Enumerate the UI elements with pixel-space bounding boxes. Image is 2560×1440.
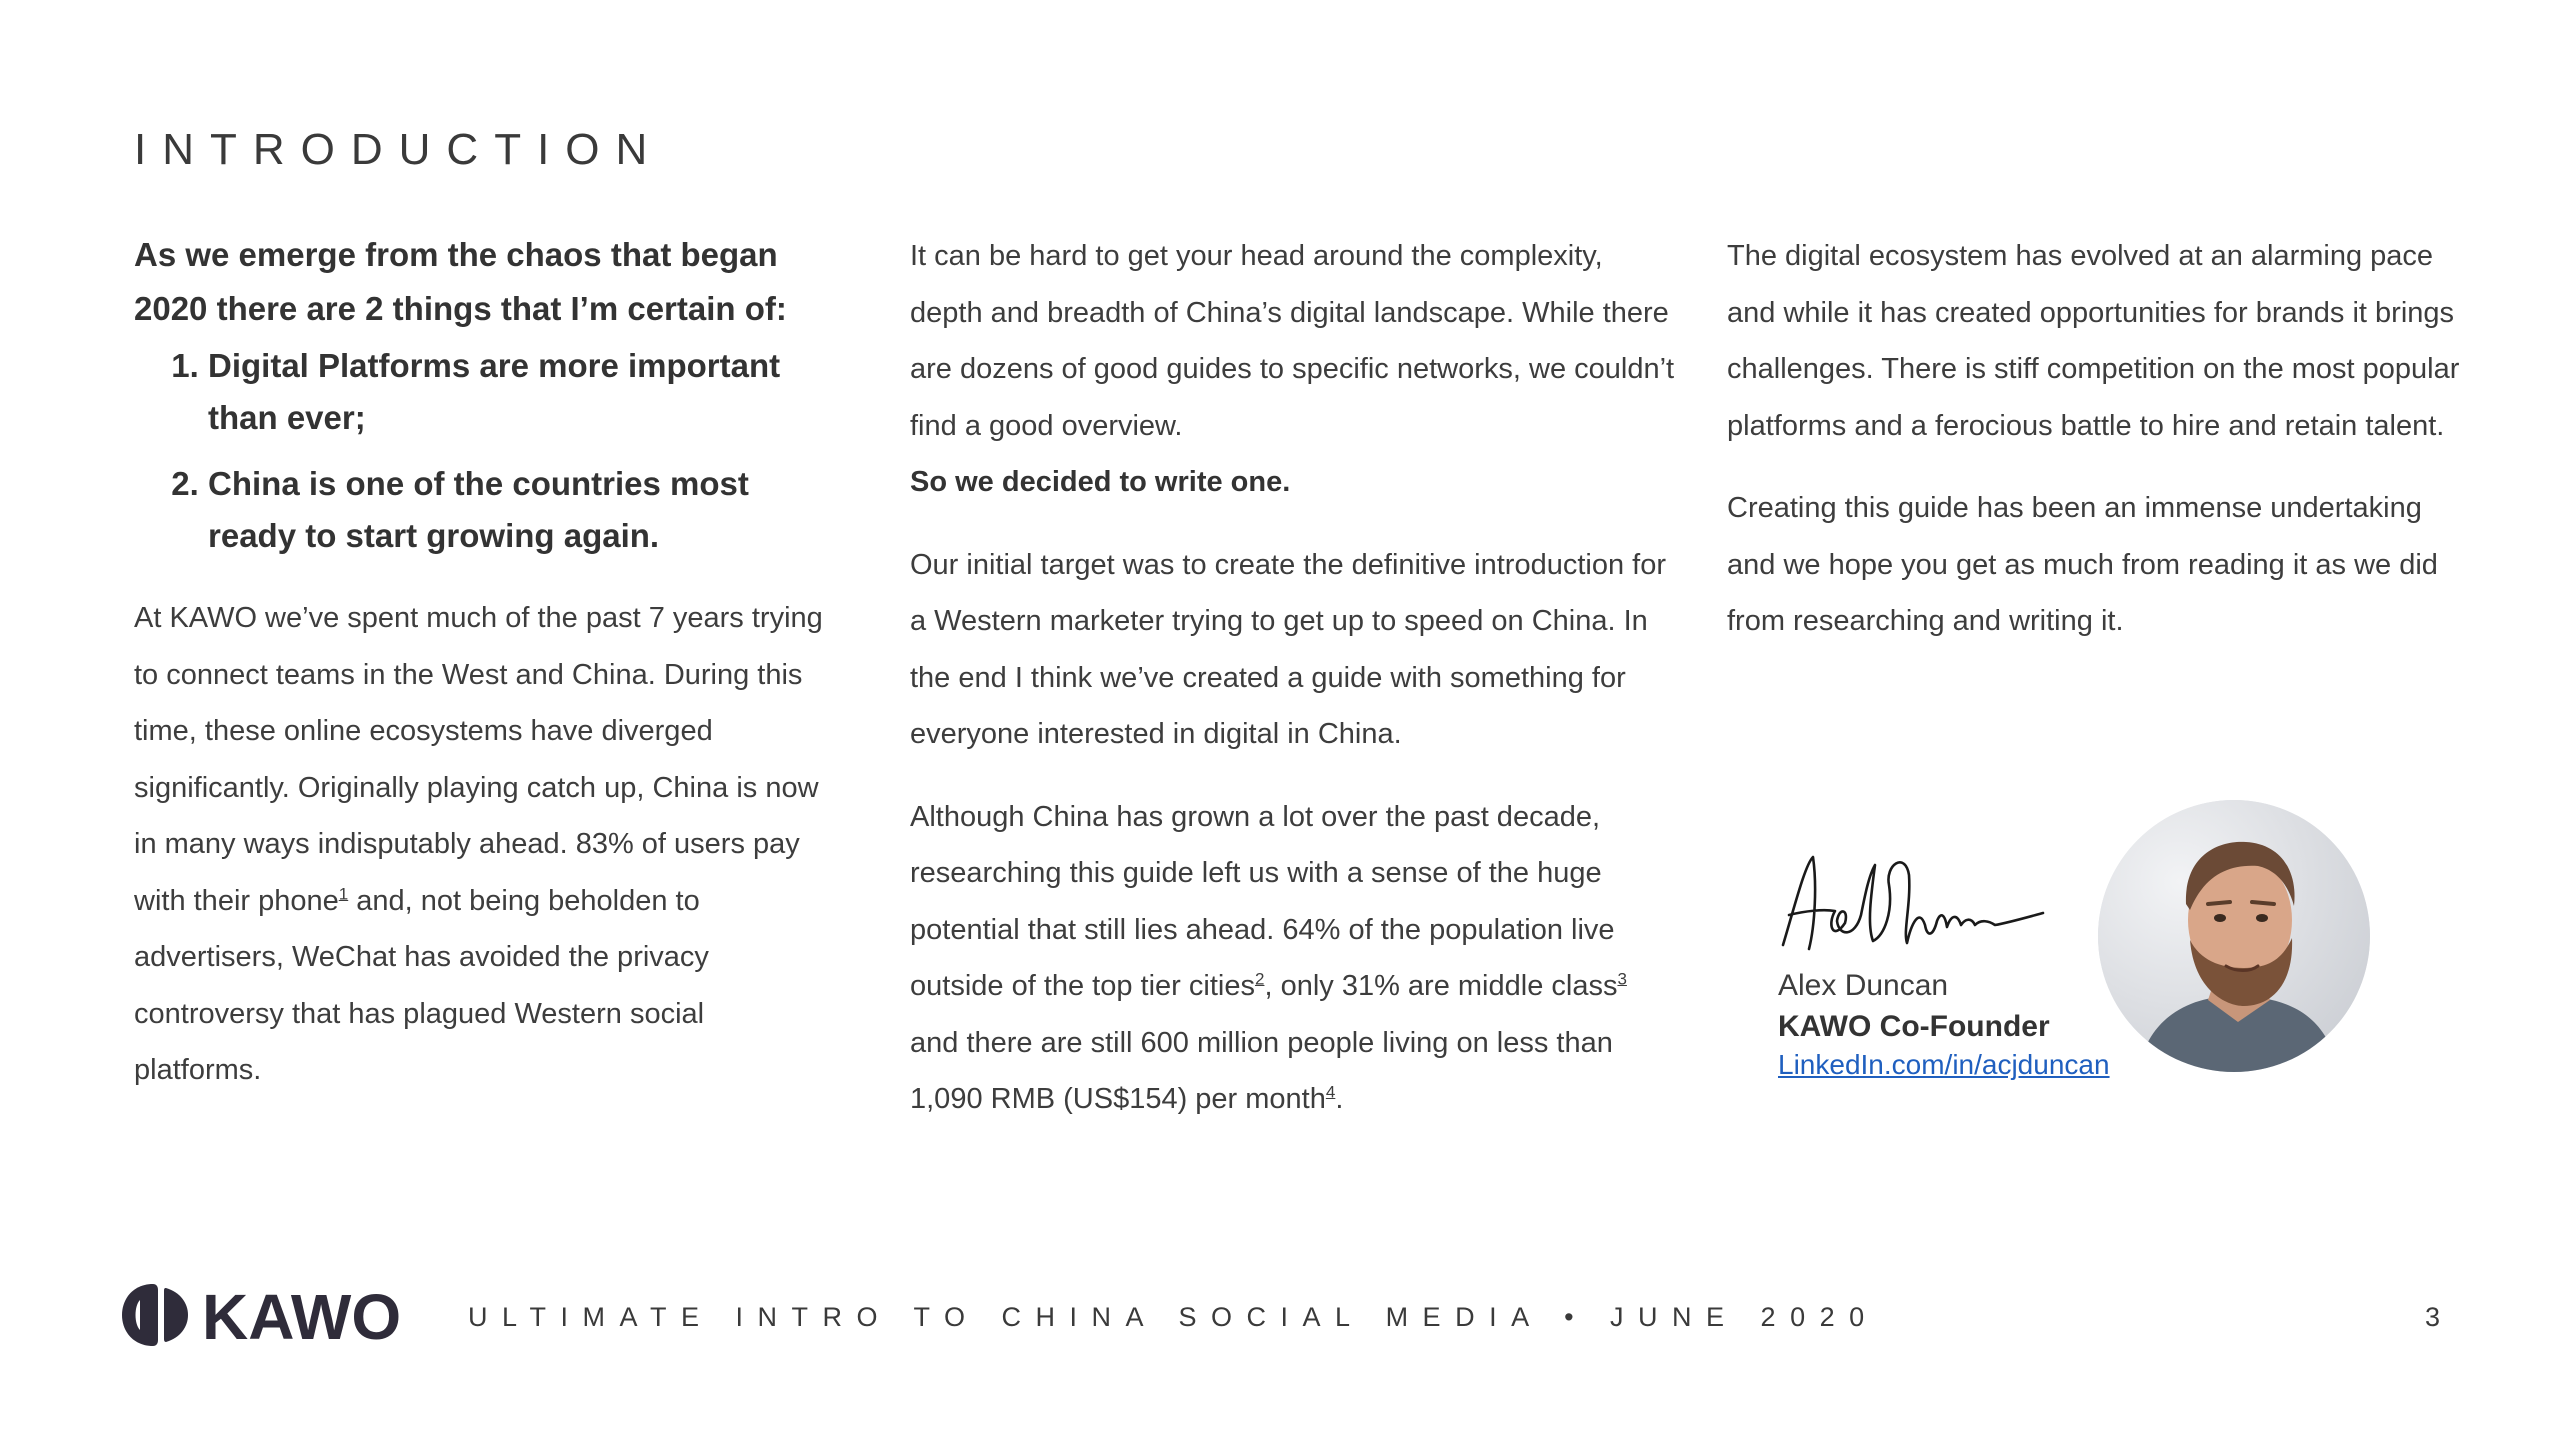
author-photo <box>2098 800 2370 1072</box>
kawo-paragraph <box>134 590 834 1099</box>
document-footer-title: ULTIMATE INTRO TO CHINA SOCIAL MEDIA • JUNE 2020 <box>468 1302 1879 1332</box>
paragraph-text: and, not being beholden to advertisers, WeChat has avoided the privacy controversy that has plagued Western social platforms. <box>134 884 709 1086</box>
author-title: KAWO Co-Founder <box>1778 1010 2050 1043</box>
paragraph-text: At KAWO we’ve spent much of the past 7 years trying to connect teams in the West and China. During this time, these online ecosystems have diverged significantly. Originally playing catch up, China is now in many ways indisputably ahead. 83% of users pay with their phone <box>134 602 823 917</box>
lead-statement: As we emerge from the chaos that began 2020 there are 2 things that I’m certain of: <box>134 236 787 327</box>
footnote-link[interactable]: 2 <box>1254 969 1265 989</box>
potential-paragraph <box>910 789 1680 1128</box>
handwritten-signature <box>1775 845 2050 960</box>
intro-column-1 <box>134 228 834 1125</box>
footnote-link[interactable]: 1 <box>338 883 349 903</box>
overview-paragraph <box>910 228 1680 511</box>
paragraph-text: , only 31% are middle class <box>1264 970 1618 1002</box>
intro-column-2 <box>910 228 1680 1154</box>
closing-paragraph: Creating this guide has been an immense undertaking and we hope you get as much from reading it as we did from researching and writing it. <box>1727 492 2438 637</box>
paragraph-text: . <box>1335 1083 1344 1115</box>
certainty-list <box>134 340 834 562</box>
paragraph-text: and there are still 600 million people living on less than 1,090 RMB (US$154) per month <box>910 1026 1613 1115</box>
footnote-link[interactable]: 3 <box>1617 969 1627 989</box>
list-item: 2. China is one of the countries most ready to start growing again. <box>208 458 834 562</box>
section-heading: INTRODUCTION <box>134 125 664 174</box>
logo-wordmark: KAWO <box>202 1282 402 1348</box>
author-name: Alex Duncan <box>1778 969 1949 1002</box>
bold-statement: So we decided to write one. <box>910 466 1291 498</box>
paragraph-text: Although China has grown a lot over the past decade, researching this guide left us with a sense of the huge potential that still lies ahead. 64% of the population live outside of the top tier cities <box>910 800 1615 1002</box>
page-number: 3 <box>2425 1302 2441 1332</box>
linkedin-link[interactable]: LinkedIn.com/in/acjduncan <box>1778 1049 2110 1080</box>
list-item: 1. Digital Platforms are more important than ever; <box>208 340 834 444</box>
portrait-illustration <box>2098 800 2370 1072</box>
intro-column-3 <box>1727 228 2467 676</box>
target-paragraph: Our initial target was to create the definitive introduction for a Western marketer trying to get up to speed on China. In the end I think we’ve created a guide with something for everyone interested in digital in China. <box>910 548 1666 750</box>
kawo-logo <box>120 1282 410 1348</box>
footnote-link[interactable]: 4 <box>1325 1082 1336 1102</box>
paragraph-text: It can be hard to get your head around the complexity, depth and breadth of China’s digital landscape. While there are dozens of good guides to specific networks, we couldn’t find a good overview. <box>910 240 1675 442</box>
ecosystem-paragraph: The digital ecosystem has evolved at an alarming pace and while it has created opportunities for brands it brings challenges. There is stiff competition on the most popular platforms and a ferocious battle to hire and retain talent. <box>1727 240 2460 442</box>
